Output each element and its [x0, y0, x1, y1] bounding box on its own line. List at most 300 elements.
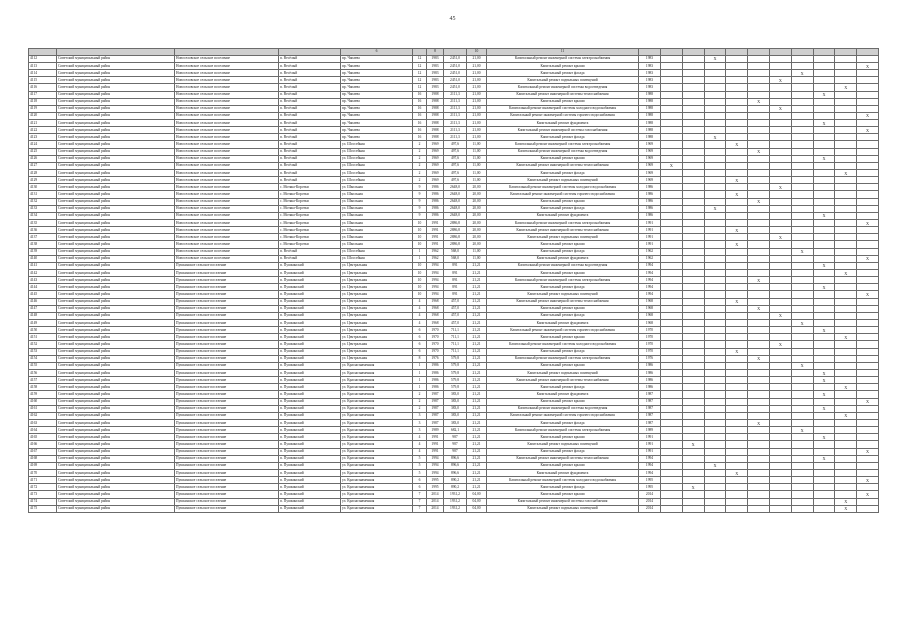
cell-y: 1988: [427, 105, 444, 112]
cell-n: 4151: [29, 334, 57, 341]
mark-cell: [857, 241, 879, 248]
cell-y: 1987: [427, 405, 444, 412]
mark-cell: [791, 305, 813, 312]
mark-cell: [769, 205, 791, 212]
cell-dist: Советский муниципальный район: [57, 405, 175, 412]
mark-cell: [682, 227, 704, 234]
cell-dist: Советский муниципальный район: [57, 198, 175, 205]
cell-loc: с. Мотяка-Коротки: [279, 212, 341, 219]
cell-area: 497,6: [444, 155, 467, 162]
mark-cell: [835, 455, 857, 462]
cell-work: Капитальный ремонт фундамента: [487, 255, 639, 262]
cell-yr: 2014: [639, 498, 661, 505]
mark-cell: Х: [769, 105, 791, 112]
mark-cell: [791, 369, 813, 376]
header-cell: [279, 49, 341, 56]
cell-street: ул. Шоссейная: [341, 248, 413, 255]
mark-cell: [835, 298, 857, 305]
header-cell: [857, 49, 879, 56]
table-row: [29, 112, 879, 119]
cell-dist: Советский муниципальный район: [57, 384, 175, 391]
mark-cell: [791, 91, 813, 98]
mark-cell: [726, 120, 748, 127]
mark-cell: [704, 227, 726, 234]
mark-cell: [661, 234, 683, 241]
cell-work: Капитальный ремонт инженерной системы горячего водоснабжения: [487, 112, 639, 119]
mark-cell: [748, 334, 770, 341]
header-cell: 6: [341, 49, 413, 56]
mark-cell: [704, 170, 726, 177]
cell-h: 9: [413, 184, 427, 191]
cell-work: Капитальный ремонт крыши: [487, 334, 639, 341]
table-row: [29, 162, 879, 169]
mark-cell: [704, 277, 726, 284]
cell-settl: Пушкинское сельское поселение: [175, 384, 279, 391]
cell-street: ул. Центральная: [341, 277, 413, 284]
table-header: [29, 49, 879, 56]
header-cell: [726, 49, 748, 56]
mark-cell: [769, 498, 791, 505]
mark-cell: [661, 434, 683, 441]
mark-cell: [704, 191, 726, 198]
cell-street: пр. Чапаева: [341, 105, 413, 112]
cell-loc: п. Пушкинский: [279, 441, 341, 448]
cell-street: ул. Краснознаменная: [341, 384, 413, 391]
cell-y: 1968: [427, 305, 444, 312]
cell-n: 4164: [29, 427, 57, 434]
cell-n: 4146: [29, 298, 57, 305]
mark-cell: [857, 455, 879, 462]
cell-area: 1931,2: [444, 498, 467, 505]
mark-cell: [769, 484, 791, 491]
cell-work: Капитальный ремонт фасада: [487, 384, 639, 391]
mark-cell: Х: [726, 191, 748, 198]
cell-street: пр. Чапаева: [341, 84, 413, 91]
mark-cell: [682, 462, 704, 469]
cell-yr: 1991: [639, 434, 661, 441]
cell-street: ул. Шоссейная: [341, 170, 413, 177]
mark-cell: [769, 84, 791, 91]
mark-cell: [661, 320, 683, 327]
cell-area: 383,0: [444, 398, 467, 405]
mark-cell: [704, 362, 726, 369]
cell-dist: Советский муниципальный район: [57, 241, 175, 248]
mark-cell: [835, 62, 857, 69]
cell-work: Капитальный ремонт подвальных помещений: [487, 291, 639, 298]
mark-cell: Х: [835, 384, 857, 391]
table-row: [29, 84, 879, 91]
cell-street: ул. Краснознаменная: [341, 419, 413, 426]
cell-dist: Советский муниципальный район: [57, 62, 175, 69]
cell-h: 3: [413, 412, 427, 419]
mark-cell: [748, 469, 770, 476]
mark-cell: [857, 148, 879, 155]
cell-work: Капитальный ремонт подвальных помещений: [487, 441, 639, 448]
cell-yr: 1968: [639, 298, 661, 305]
table-row: [29, 348, 879, 355]
mark-cell: [835, 98, 857, 105]
mark-cell: [835, 77, 857, 84]
cell-street: ул. Центральная: [341, 341, 413, 348]
cell-settl: Пушкинское сельское поселение: [175, 427, 279, 434]
mark-cell: Х: [857, 127, 879, 134]
cell-work: Капитальный ремонт крыши: [487, 462, 639, 469]
cell-h: 2: [413, 405, 427, 412]
header-cell: [748, 49, 770, 56]
cell-code: 21,00: [467, 112, 487, 119]
table-row: [29, 98, 879, 105]
cell-code: 21,21: [467, 284, 487, 291]
cell-yr: 1994: [639, 462, 661, 469]
cell-work: Капитальный ремонт инженерной системы водоотведения: [487, 405, 639, 412]
cell-code: 21,21: [467, 355, 487, 362]
mark-cell: [704, 220, 726, 227]
mark-cell: [791, 312, 813, 319]
cell-work: Капитальный ремонт фундамента: [487, 391, 639, 398]
mark-cell: [835, 491, 857, 498]
mark-cell: [835, 362, 857, 369]
header-cell: [29, 49, 57, 56]
mark-cell: [791, 505, 813, 512]
cell-dist: Советский муниципальный район: [57, 134, 175, 141]
mark-cell: [769, 198, 791, 205]
cell-street: ул. Шоссейная: [341, 162, 413, 169]
mark-cell: [704, 391, 726, 398]
cell-yr: 1987: [639, 405, 661, 412]
mark-cell: [835, 127, 857, 134]
cell-h: 1: [413, 255, 427, 262]
mark-cell: [661, 170, 683, 177]
mark-cell: [769, 155, 791, 162]
mark-cell: [704, 84, 726, 91]
cell-work: Капитальный ремонт фундамента: [487, 320, 639, 327]
table-row: [29, 191, 879, 198]
cell-y: 1986: [427, 184, 444, 191]
cell-area: 579,8: [444, 377, 467, 384]
cell-n: 4147: [29, 305, 57, 312]
cell-settl: Пушкинское сельское поселение: [175, 505, 279, 512]
mark-cell: [835, 112, 857, 119]
cell-loc: п. Весёлый: [279, 77, 341, 84]
cell-code: 11,00: [467, 155, 487, 162]
cell-yr: 1986: [639, 369, 661, 376]
mark-cell: [769, 291, 791, 298]
table-row: [29, 91, 879, 98]
cell-settl: Пушкинское сельское поселение: [175, 441, 279, 448]
cell-street: ул. Краснознаменная: [341, 477, 413, 484]
cell-settl: Новоселовское сельское поселение: [175, 141, 279, 148]
table-row: [29, 312, 879, 319]
mark-cell: [661, 384, 683, 391]
mark-cell: [857, 434, 879, 441]
table-row: [29, 255, 879, 262]
mark-cell: [726, 148, 748, 155]
mark-cell: Х: [835, 84, 857, 91]
mark-cell: [661, 55, 683, 62]
cell-loc: п. Пушкинский: [279, 505, 341, 512]
cell-area: 896,6: [444, 462, 467, 469]
cell-street: ул. Краснознаменная: [341, 412, 413, 419]
mark-cell: [769, 212, 791, 219]
mark-cell: [704, 369, 726, 376]
cell-code: 20,00: [467, 191, 487, 198]
mark-cell: [682, 491, 704, 498]
mark-cell: [791, 177, 813, 184]
mark-cell: [704, 455, 726, 462]
mark-cell: [748, 327, 770, 334]
mark-cell: [661, 484, 683, 491]
cell-dist: Советский муниципальный район: [57, 262, 175, 269]
cell-area: 891: [444, 284, 467, 291]
mark-cell: [857, 248, 879, 255]
cell-loc: п. Пушкинский: [279, 405, 341, 412]
cell-code: 21,21: [467, 320, 487, 327]
table-row: [29, 498, 879, 505]
mark-cell: [661, 270, 683, 277]
cell-work: Капитальный ремонт подвальных помещений: [487, 77, 639, 84]
mark-cell: [704, 148, 726, 155]
cell-h: 12: [413, 62, 427, 69]
cell-area: 711,1: [444, 334, 467, 341]
mark-cell: [726, 405, 748, 412]
mark-cell: [791, 284, 813, 291]
cell-n: 4173: [29, 491, 57, 498]
mark-cell: [857, 305, 879, 312]
cell-n: 4172: [29, 484, 57, 491]
mark-cell: [748, 405, 770, 412]
mark-cell: [791, 498, 813, 505]
mark-cell: [769, 334, 791, 341]
mark-cell: [857, 348, 879, 355]
mark-cell: [726, 391, 748, 398]
header-cell: [813, 49, 835, 56]
mark-cell: Х: [791, 320, 813, 327]
cell-y: 1987: [427, 391, 444, 398]
table-row: [29, 127, 879, 134]
cell-n: 4119: [29, 105, 57, 112]
cell-settl: Пушкинское сельское поселение: [175, 462, 279, 469]
mark-cell: [682, 62, 704, 69]
mark-cell: [835, 262, 857, 269]
cell-code: 21,21: [467, 484, 487, 491]
mark-cell: Х: [813, 434, 835, 441]
mark-cell: [857, 412, 879, 419]
cell-h: 6: [413, 484, 427, 491]
cell-work: Капитальный ремонт инженерной системы горячего водоснабжения: [487, 412, 639, 419]
cell-n: 4115: [29, 77, 57, 84]
cell-work: Капитальный ремонт крыши: [487, 241, 639, 248]
cell-loc: с. Мотяка-Коротки: [279, 184, 341, 191]
mark-cell: [813, 341, 835, 348]
mark-cell: Х: [704, 134, 726, 141]
mark-cell: [835, 377, 857, 384]
table-body: [29, 55, 879, 512]
cell-n: 4170: [29, 469, 57, 476]
mark-cell: [704, 419, 726, 426]
cell-yr: 1986: [639, 377, 661, 384]
cell-code: 20,00: [467, 205, 487, 212]
mark-cell: [726, 170, 748, 177]
cell-y: 2014: [427, 498, 444, 505]
mark-cell: [726, 441, 748, 448]
mark-cell: [835, 191, 857, 198]
cell-code: 20,00: [467, 241, 487, 248]
cell-settl: Пушкинское сельское поселение: [175, 434, 279, 441]
cell-area: 497,6: [444, 148, 467, 155]
table-row: [29, 412, 879, 419]
mark-cell: [835, 184, 857, 191]
mark-cell: [704, 262, 726, 269]
mark-cell: [682, 369, 704, 376]
mark-cell: [769, 177, 791, 184]
cell-street: ул. Краснознаменная: [341, 391, 413, 398]
cell-n: 4131: [29, 191, 57, 198]
cell-settl: Новоселовское сельское поселение: [175, 162, 279, 169]
mark-cell: [748, 55, 770, 62]
mark-cell: Х: [857, 112, 879, 119]
mark-cell: [726, 377, 748, 384]
mark-cell: [813, 441, 835, 448]
mark-cell: [726, 448, 748, 455]
cell-dist: Советский муниципальный район: [57, 477, 175, 484]
mark-cell: [661, 305, 683, 312]
cell-settl: Пушкинское сельское поселение: [175, 312, 279, 319]
cell-settl: Новоселовское сельское поселение: [175, 91, 279, 98]
mark-cell: [857, 141, 879, 148]
mark-cell: [813, 205, 835, 212]
cell-yr: 1969: [639, 155, 661, 162]
cell-settl: Новоселовское сельское поселение: [175, 177, 279, 184]
cell-y: 1968: [427, 320, 444, 327]
cell-code: 21,00: [467, 91, 487, 98]
cell-y: 1987: [427, 419, 444, 426]
mark-cell: [682, 419, 704, 426]
mark-cell: Х: [682, 484, 704, 491]
cell-settl: Пушкинское сельское поселение: [175, 448, 279, 455]
cell-dist: Советский муниципальный район: [57, 191, 175, 198]
cell-y: 1969: [427, 162, 444, 169]
cell-street: ул. Краснознаменная: [341, 377, 413, 384]
mark-cell: [791, 405, 813, 412]
cell-work: Капитальный ремонт инженерной системы газоснабжения: [487, 127, 639, 134]
mark-cell: [682, 477, 704, 484]
mark-cell: [813, 248, 835, 255]
cell-code: 21,21: [467, 270, 487, 277]
mark-cell: [661, 98, 683, 105]
mark-cell: [857, 91, 879, 98]
cell-h: 2: [413, 155, 427, 162]
mark-cell: [769, 377, 791, 384]
cell-h: 2: [413, 177, 427, 184]
table-row: [29, 362, 879, 369]
mark-cell: [813, 505, 835, 512]
cell-street: ул. Краснознаменная: [341, 369, 413, 376]
mark-cell: [857, 234, 879, 241]
cell-yr: 1986: [639, 205, 661, 212]
cell-street: ул. Школьная: [341, 227, 413, 234]
table-row: [29, 369, 879, 376]
cell-dist: Советский муниципальный район: [57, 391, 175, 398]
cell-settl: Новоселовское сельское поселение: [175, 220, 279, 227]
cell-settl: Пушкинское сельское поселение: [175, 477, 279, 484]
mark-cell: [748, 120, 770, 127]
cell-loc: п. Пушкинский: [279, 377, 341, 384]
mark-cell: [791, 298, 813, 305]
cell-h: 9: [413, 205, 427, 212]
cell-n: 4126: [29, 155, 57, 162]
mark-cell: [769, 369, 791, 376]
cell-code: 21,21: [467, 398, 487, 405]
cell-loc: п. Весёлый: [279, 127, 341, 134]
mark-cell: [682, 334, 704, 341]
cell-settl: Пушкинское сельское поселение: [175, 334, 279, 341]
mark-cell: [661, 298, 683, 305]
mark-cell: [835, 369, 857, 376]
table-row: [29, 55, 879, 62]
mark-cell: [748, 184, 770, 191]
mark-cell: [704, 120, 726, 127]
cell-code: 20,00: [467, 212, 487, 219]
mark-cell: [769, 298, 791, 305]
mark-cell: [748, 248, 770, 255]
cell-n: 4138: [29, 241, 57, 248]
table-row: [29, 305, 879, 312]
cell-street: ул. Краснознаменная: [341, 398, 413, 405]
mark-cell: [857, 212, 879, 219]
cell-settl: Новоселовское сельское поселение: [175, 77, 279, 84]
cell-dist: Советский муниципальный район: [57, 70, 175, 77]
cell-settl: Пушкинское сельское поселение: [175, 498, 279, 505]
mark-cell: [682, 305, 704, 312]
table-row: [29, 341, 879, 348]
cell-code: 04,00: [467, 498, 487, 505]
mark-cell: [813, 234, 835, 241]
cell-loc: п. Пушкинский: [279, 262, 341, 269]
table-row: [29, 148, 879, 155]
cell-work: Капитальный ремонт фасада: [487, 170, 639, 177]
cell-street: ул. Школьная: [341, 205, 413, 212]
cell-work: Капитальный ремонт крыши: [487, 198, 639, 205]
mark-cell: Х: [857, 220, 879, 227]
cell-dist: Советский муниципальный район: [57, 291, 175, 298]
cell-dist: Советский муниципальный район: [57, 469, 175, 476]
mark-cell: [835, 205, 857, 212]
cell-settl: Пушкинское сельское поселение: [175, 362, 279, 369]
mark-cell: Х: [726, 469, 748, 476]
mark-cell: [835, 220, 857, 227]
cell-y: 1968: [427, 298, 444, 305]
mark-cell: Х: [813, 212, 835, 219]
mark-cell: [704, 320, 726, 327]
mark-cell: [748, 462, 770, 469]
mark-cell: Х: [813, 91, 835, 98]
mark-cell: [661, 241, 683, 248]
cell-street: ул. Шоссейная: [341, 255, 413, 262]
cell-loc: п. Весёлый: [279, 91, 341, 98]
cell-dist: Советский муниципальный район: [57, 212, 175, 219]
mark-cell: [682, 255, 704, 262]
mark-cell: [682, 212, 704, 219]
cell-code: 21,21: [467, 391, 487, 398]
cell-dist: Советский муниципальный район: [57, 298, 175, 305]
mark-cell: [791, 355, 813, 362]
mark-cell: Х: [857, 477, 879, 484]
cell-area: 711,1: [444, 341, 467, 348]
cell-street: пр. Чапаева: [341, 62, 413, 69]
cell-dist: Советский муниципальный район: [57, 120, 175, 127]
mark-cell: Х: [748, 277, 770, 284]
mark-cell: [726, 398, 748, 405]
